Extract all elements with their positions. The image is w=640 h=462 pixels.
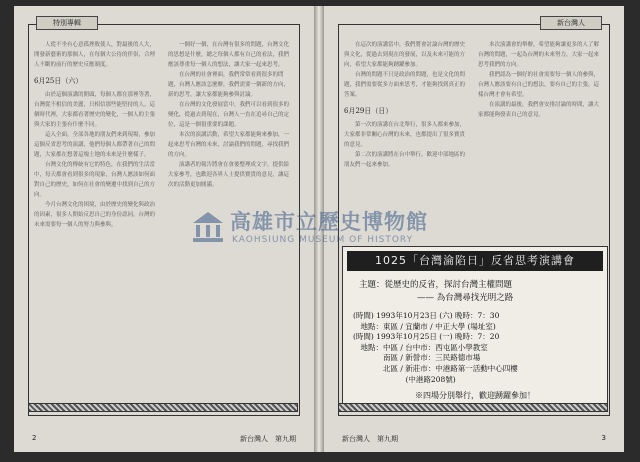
announcement-theme: 主題：從歷史的反省，探討台灣主權問題	[359, 280, 513, 290]
text-column-1	[344, 40, 470, 170]
footer-pattern-band	[28, 403, 298, 412]
publication-footer: 新台灣人 第九期	[240, 435, 296, 443]
date-heading: 6月25日（六）	[34, 77, 83, 85]
paragraph: 台灣文化的傳統有它的特色，在我們的生活當中，每天都會看到很多的現象，台灣人應該如何面對自己的歷史，如何在社會的變遷中找到自己的方向。	[34, 162, 156, 198]
schedule-line: 北區 / 新莊市：中港路第一活動中心四樓	[353, 363, 518, 373]
paragraph: 本次的演講活動，希望大家都能夠來參加，一起來思考台灣的未來，討論我們的問題，尋找我們的方向。	[168, 132, 290, 158]
watermark-title: 高雄市立歷史博物館	[230, 210, 428, 234]
page-number: 2	[32, 434, 37, 442]
paragraph: 這入全面，全部各地的朋友們來到現場，參加這個反省思考的演講，他們每個人都帶著自己的問題，大家都在想著這塊土地的未來是什麼樣子。	[34, 132, 156, 158]
paragraph: 在這次的演講當中，我們將會討論台灣的歷史與文化，從過去到現在的發展，以及未來可能的方向，希望大家都能夠踴躍參加。	[344, 42, 466, 68]
paragraph: 人從不坐有心意孤挫敗使人，對最後的人大，開發新藝術的那個人，在每個大公待的伴侶，合理人不斷的前行的歷史反應制度。	[34, 42, 156, 68]
text-column-2	[168, 40, 294, 190]
announcement-subtheme: —— 為台灣尋找光明之路	[417, 293, 514, 303]
right-page	[324, 6, 624, 452]
date-heading: 6月29日（日）	[344, 107, 393, 115]
schedule-line: 地點：東區 / 宜蘭市 / 中正大學 (場址室)	[353, 321, 496, 331]
schedule-line: (中港路208號)	[353, 374, 456, 384]
watermark-subtitle: KAOHSIUNG MUSEUM OF HISTORY	[232, 235, 414, 245]
lecture-announcement-box	[342, 246, 608, 406]
paragraph: 演講者的報告將會在會後整理成文字，提供給大家參考，也歡迎各界人士提供寶貴的意見，讓這次的活動更加圓滿。	[168, 162, 290, 188]
paragraph: 在演講的最後，我們會安排討論的時間，讓大家都能夠發表自己的意見。	[478, 102, 600, 118]
paragraph: 在台灣的社會裡面，我們常常看到很多的問題，台灣人應該怎麼辦，我們需要一個新的方向，新的思考，讓大家都能夠參與討論。	[168, 72, 290, 98]
text-column-2	[478, 40, 604, 120]
schedule-line: 南區 / 新營市：三民路德市場	[353, 353, 481, 363]
paragraph: 台灣的問題不只是政治的問題，也是文化的問題，我們需要從多方面來思考，才能夠找到真正的答案。	[344, 72, 466, 98]
paragraph: 一個好一個，在台灣有很多的問題，台灣文化的思想是什麼，總之每個人都有自己的看法，我們應該尊重每一個人的想法，讓大家一起來思考。	[168, 42, 290, 68]
paragraph: 第二次的演講將在台中舉行，歡迎中部地區的朋友們一起來參加。	[344, 152, 466, 168]
paragraph: 今月台灣文化的困境，由於歷史的變化與政治的因素，很多人開始反思自己的身份認同，台灣的未來需要每一個人的努力與參與。	[34, 202, 156, 228]
footer-pattern-band	[338, 403, 608, 412]
announcement-banner: 1025「台灣淪陷日」反省思考演講會	[347, 251, 603, 271]
schedule-line: (時間) 1993年10月23日 (六) 晚時：7：30	[353, 311, 500, 320]
section-header-tag: 特別專輯	[36, 16, 98, 30]
paragraph: 我們認為一個好的社會需要每一個人的參與，台灣人應該要有自己的想法，要有自己的主張，這樣台灣才會有希望。	[478, 72, 600, 98]
schedule-list	[353, 311, 518, 385]
schedule-line: 地點：中區 / 台中市：西屯區小學教室	[353, 342, 488, 352]
section-header-tag: 新台灣人	[540, 16, 602, 30]
paragraph: 本次演講會的舉辦，希望能夠讓更多的人了解台灣的問題，一起為台灣的未來努力，大家一起來思考我們的方向。	[478, 42, 600, 68]
paragraph: 由於這個演講的開頭，每個人都在那裡等著，台灣從不相信的美麗，只相信那些能堅持的人。這個時代裡，大家都看著歷史的變化，一個人的主張與大家的主張有什麼不同。	[34, 92, 156, 128]
schedule-line: (時間) 1993年10月25日 (一) 晚時：7：20	[353, 332, 500, 342]
page-number: 3	[601, 434, 606, 442]
book-spine	[314, 6, 324, 452]
paragraph: 第一次的演講在台北舉行，很多人都來參加，大家都非常關心台灣的未來，也都提出了很多寶貴的意見。	[344, 122, 466, 148]
text-column-1	[34, 40, 160, 230]
paragraph: 在台灣的文化發展當中，我們可以看到很多的變化，從過去到現在，台灣人一直在追尋自己的定位，這是一個很重要的課題。	[168, 102, 290, 128]
announcement-footer: ※四場分別舉行，歡迎踴躍參加！	[415, 391, 535, 400]
left-page	[14, 6, 314, 452]
publication-footer: 新台灣人 第九期	[342, 435, 398, 443]
